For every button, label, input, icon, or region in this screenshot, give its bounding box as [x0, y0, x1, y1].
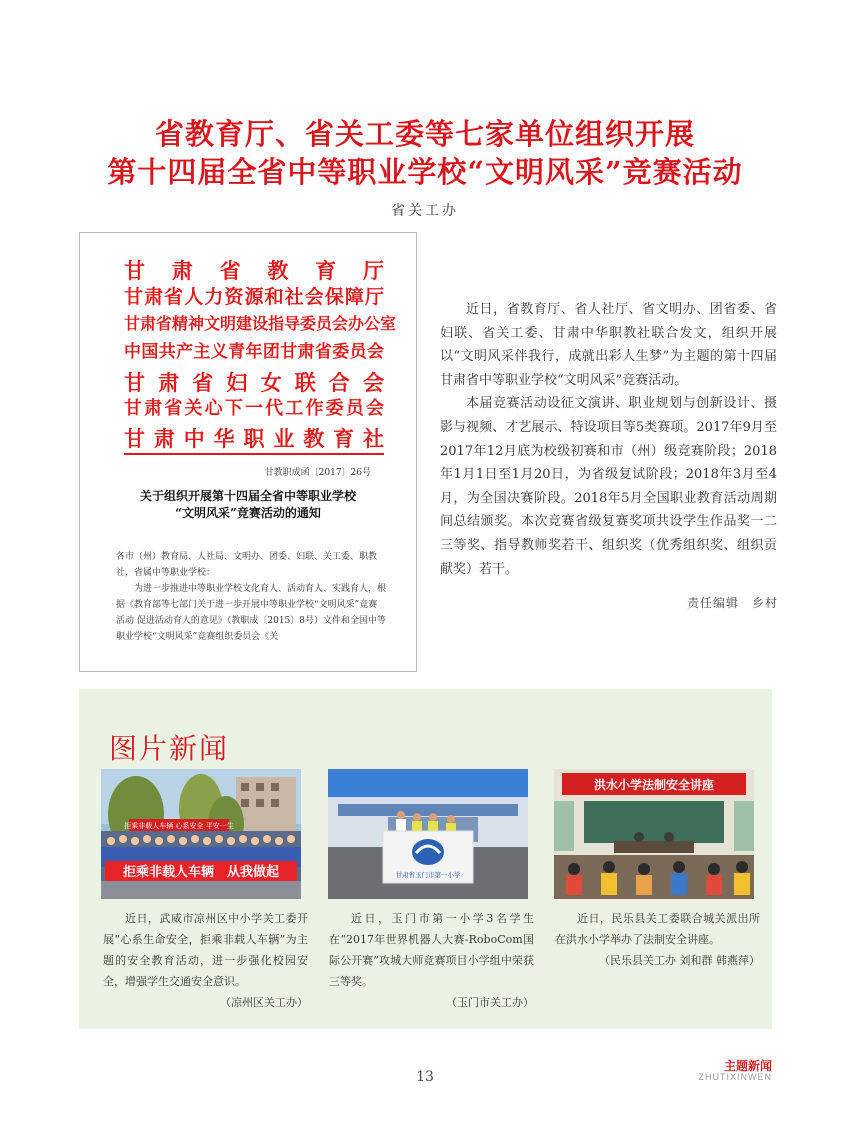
small-banner-text: 拒乘非载人车辆 心系安全 平安一生	[124, 822, 234, 830]
photo-2-illustration	[328, 769, 528, 899]
notice-body	[116, 549, 386, 645]
column-pinyin: ZHUTIXINWEN	[698, 1072, 772, 1082]
responsible-editor: 责任编辑 乡村	[687, 596, 779, 610]
page-number: 13	[416, 1069, 434, 1085]
column-name: 主题新闻	[723, 1059, 772, 1073]
notice-document-image	[79, 232, 417, 672]
photo-caption	[103, 908, 308, 1013]
photo-robot-contest	[328, 769, 528, 899]
banner-text: 拒乘非载人车辆 从我做起	[122, 865, 280, 880]
flag-text: 甘肃省玉门市第一小学	[395, 871, 461, 879]
photo-safety-lecture	[554, 769, 754, 899]
article-body	[440, 298, 777, 581]
caption-text: 近日，玉门市第一小学3名学生在“2017年世界机器人大赛-RoboCom国际公开赛”攻城大师竞赛项目小学组中荣获三等奖。	[329, 912, 534, 988]
section-title: 图片新闻	[109, 732, 230, 765]
banner-text: 洪水小学法制安全讲座	[593, 778, 715, 792]
notice-heading-line1: 关于组织开展第十四届全省中等职业学校	[139, 489, 356, 503]
photo-3-illustration	[554, 769, 754, 899]
notice-heading	[100, 488, 396, 522]
notice-org-line: 甘肃省教育厅	[124, 258, 384, 283]
photo-caption	[555, 908, 760, 971]
notice-org-line: 中国共产主义青年团甘肃省委员会	[124, 342, 384, 362]
notice-red-rule	[124, 453, 384, 455]
photo-news-section	[79, 689, 772, 1029]
caption-source: （凉州区关工办）	[220, 996, 308, 1009]
notice-body-text: 为进一步推进中等职业学校文化育人、活动育人、实践育人，根据《教育部等七部门关于进一步开展中等职业学校“文明风采”竞赛活动 促进活动育人的意见》（教职成〔2015〕8号）文件和全国中等职业学校“文明风采”竞赛组织委员会《关	[116, 584, 387, 642]
notice-heading-line2: “文明风采”竞赛活动的通知	[175, 506, 321, 520]
article-title-line2: 第十四届全省中等职业学校“文明风采”竞赛活动	[107, 155, 743, 189]
caption-source: （玉门市关工办）	[446, 996, 534, 1009]
notice-org-line: 甘肃中华职业教育社	[124, 426, 384, 451]
photo-caption	[329, 908, 534, 1013]
article-paragraph: 近日，省教育厅、省人社厅、省文明办、团省委、省妇联、省关工委、甘肃中华职教社联合发文，组织开展以“文明风采伴我行，成就出彩人生梦”为主题的第十四届甘肃省中等职业学校“文明风采”竞赛活动。	[440, 302, 777, 388]
notice-org-line: 甘肃省关心下一代工作委员会	[124, 398, 384, 419]
caption-text: 近日，武威市凉州区中小学关工委开展“心系生命安全，拒乘非载人车辆”为主题的安全教育活动，进一步强化校园安全，增强学生交通安全意识。	[103, 912, 308, 988]
caption-source: （民乐县关工办 刘和群 韩燕萍）	[599, 954, 760, 967]
article-author: 省关工办	[391, 203, 459, 219]
article-title-line1: 省教育厅、省关工委等七家单位组织开展	[154, 117, 695, 151]
notice-org-line: 甘肃省妇女联合会	[124, 370, 384, 395]
notice-recipients: 各市（州）教育局、人社局、文明办、团委、妇联、关工委、职教社，省属中等职业学校：	[116, 552, 378, 578]
notice-doc-number: 甘教职成函〔2017〕26号	[264, 468, 371, 478]
caption-text: 近日，民乐县关工委联合城关派出所在洪水小学举办了法制安全讲座。	[555, 912, 760, 946]
photo-1-illustration	[101, 769, 301, 899]
notice-org-line: 甘肃省人力资源和社会保障厅	[124, 286, 384, 308]
photo-students-banner	[101, 769, 301, 899]
article-paragraph: 本届竞赛活动设征文演讲、职业规划与创新设计、摄影与视频、才艺展示、特设项目等5类赛项。2017年9月至2017年12月底为校级初赛和市（州）级竞赛阶段；2018年1月1日至1月20日，为省级复试阶段；2018年3月至4月，为全国决赛阶段。2018年5月全国职业教育活动周期间总结颁奖。本次竞赛省级复赛奖项共设学生作品奖一二三等奖、指导教师奖若干、组织奖（优秀组织奖、组织贡献奖）若干。	[440, 396, 777, 577]
notice-org-line: 甘肃省精神文明建设指导委员会办公室	[124, 314, 397, 333]
